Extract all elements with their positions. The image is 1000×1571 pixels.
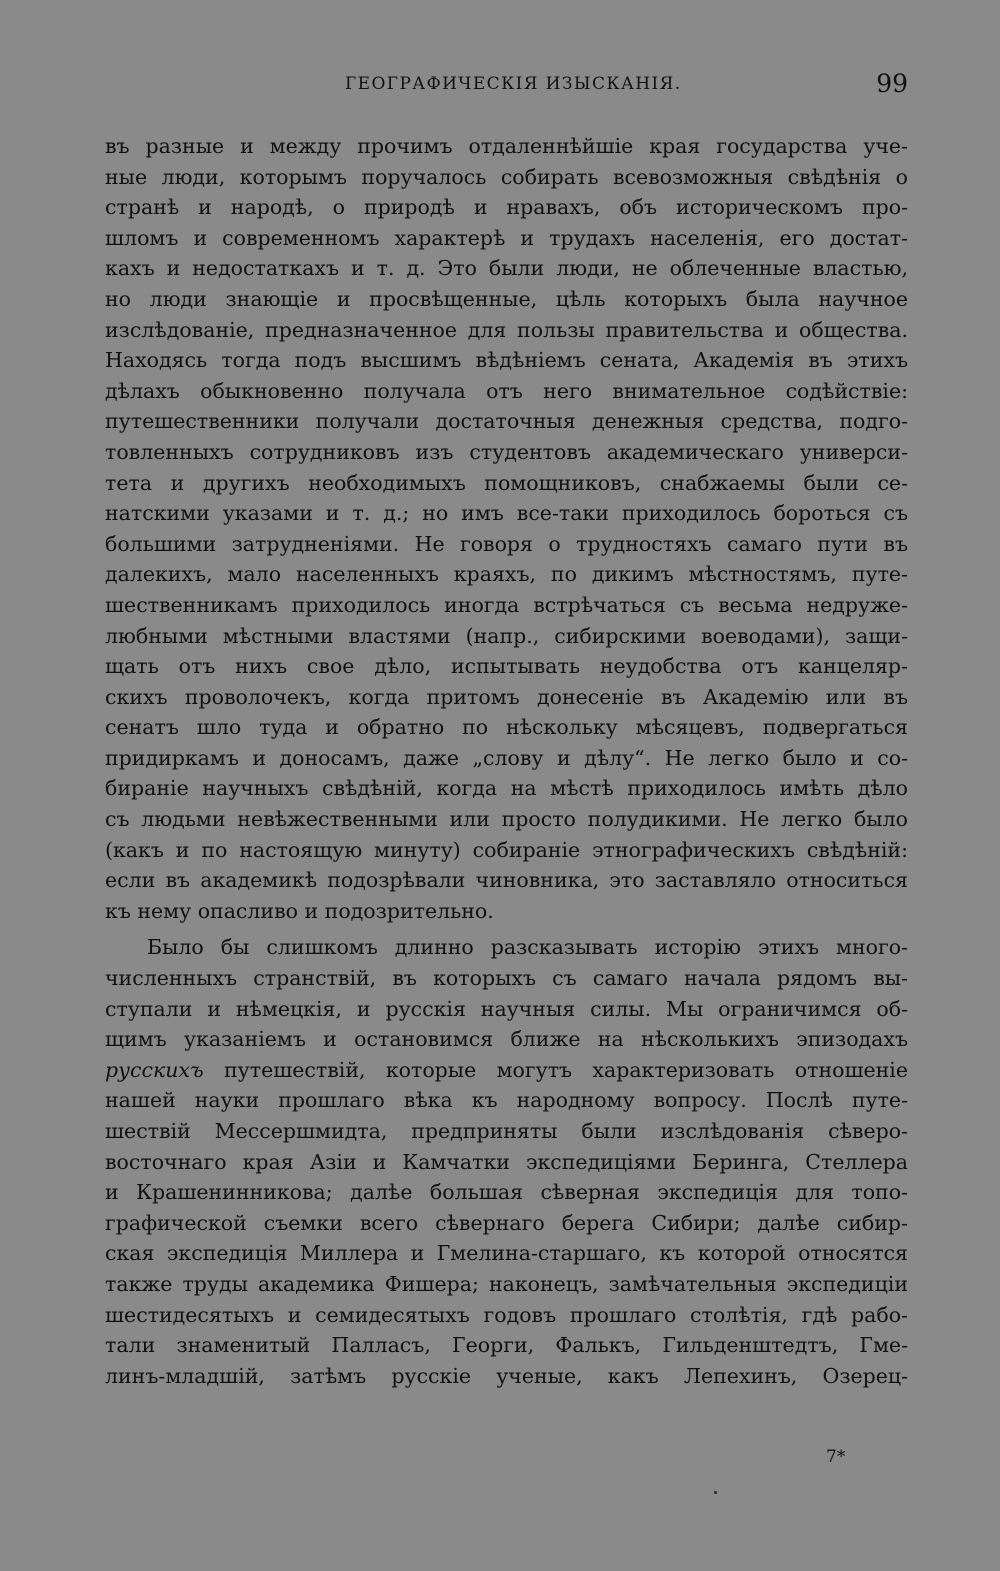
paragraph-2 [105, 932, 908, 1391]
text-line: нашей науки прошлаго вѣка къ народному вопросу. Послѣ путе- [105, 1088, 908, 1113]
text-line: (какъ и по настоящую минуту) собираніе этнографическихъ свѣдѣній: [105, 837, 908, 862]
text-line: восточнаго края Азіи и Камчатки экспедиціями Беринга, Стеллера [105, 1149, 908, 1174]
text-line: и Крашенинникова; далѣе большая сѣверная экспедиція для топо- [105, 1180, 908, 1205]
text-line: изслѣдованіе, предназначенное для пользы правительства и общества. [105, 317, 908, 342]
text-line: Было бы слишкомъ длинно разсказывать исторію этихъ много- [147, 935, 908, 960]
text-line: кахъ и недостаткахъ и т. д. Это были люди, не облеченные властью, [105, 256, 908, 281]
text-line: натскими указами и т. д.; но имъ все-таки приходилось бороться съ [105, 501, 908, 526]
text-line: придиркамъ и доносамъ, даже „слову и дѣлу“. Не легко было и со- [105, 745, 908, 770]
text-line: щимъ указаніемъ и остановимся ближе на нѣсколькихъ эпизодахъ [105, 1027, 908, 1052]
text-line: линъ-младшій, затѣмъ русскіе ученые, какъ Лепехинъ, Озерец- [105, 1363, 908, 1388]
text-line: ская экспедиція Миллера и Гмелина-старшаго, къ которой относятся [105, 1241, 908, 1266]
text-line: если въ академикѣ подозрѣвали чиновника, это заставляло относиться [105, 868, 908, 893]
signature-mark: 7* [826, 1447, 846, 1467]
text-line: тали знаменитый Палласъ, Георги, Фалькъ, Гильденштедтъ, Гме- [105, 1333, 908, 1358]
text-line: въ разные и между прочимъ отдаленнѣйшіе края государства уче- [105, 134, 908, 158]
text-line: численныхъ странствій, въ которыхъ съ самаго начала рядомъ вы- [105, 966, 908, 991]
text-line: любными мѣстными властями (напр., сибирскими воеводами), защи- [105, 623, 908, 648]
text-line: товленныхъ сотрудниковъ изъ студентовъ академическаго универси- [105, 439, 908, 464]
italic-word: русскихъ [105, 1057, 204, 1082]
paragraph-1 [105, 131, 908, 926]
text-line: тета и другихъ необходимыхъ помощниковъ, снабжаемы были се- [105, 470, 908, 495]
running-title: ГЕОГРАФИЧЕСКІЯ ИЗЫСКАНІЯ. [345, 74, 682, 94]
text-line: шестидесятыхъ и семидесятыхъ годовъ прошлаго столѣтія, гдѣ рабо- [105, 1302, 908, 1327]
print-speck [714, 1491, 717, 1494]
text-line: дѣлахъ обыкновенно получала отъ него внимательное содѣйствіе: [105, 378, 908, 403]
text-line-with-italic [105, 1055, 908, 1086]
text-line: къ нему опасливо и подозрительно. [105, 898, 494, 923]
text-line: странѣ и народѣ, о природѣ и нравахъ, объ историческомъ про- [105, 195, 908, 220]
text-line: но люди знающіе и просвѣщенные, цѣль которыхъ была научное [105, 286, 908, 311]
running-head [105, 70, 908, 102]
body-text [105, 131, 908, 1391]
text-line: ступали и нѣмецкія, и русскія научныя силы. Мы ограничимся об- [105, 996, 908, 1021]
text-line: шломъ и современномъ характерѣ и трудахъ населенія, его достат- [105, 225, 908, 250]
text-line: скихъ проволочекъ, когда притомъ донесеніе въ Академію или въ [105, 684, 908, 709]
text-line: ные люди, которымъ поручалось собирать всевозможныя свѣдѣнія о [105, 164, 908, 189]
text-line: шественникамъ приходилось иногда встрѣчаться съ весьма недруже- [105, 592, 908, 617]
text-line: также труды академика Фишера; наконецъ, замѣчательныя экспедиціи [105, 1271, 908, 1296]
text-line: бираніе научныхъ свѣдѣній, когда на мѣстѣ приходилось имѣть дѣло [105, 776, 908, 801]
text-line: сенатъ шло туда и обратно по нѣскольку мѣсяцевъ, подвергаться [105, 715, 908, 740]
text-line: путешественники получали достаточныя денежныя средства, подго- [105, 409, 908, 434]
text-line: щать отъ нихъ свое дѣло, испытывать неудобства отъ канцеляр- [105, 654, 908, 679]
page-number: 99 [876, 69, 908, 98]
text-line: большими затрудненіями. Не говоря о трудностяхъ самаго пути въ [105, 531, 908, 556]
line-rest: путешествій, которые могутъ характеризовать отношеніе [203, 1057, 908, 1082]
text-line: съ людьми невѣжественными или просто полудикими. Не легко было [105, 807, 908, 832]
text-line: Находясь тогда подъ высшимъ вѣдѣніемъ сената, Академія въ этихъ [105, 348, 908, 373]
text-line: далекихъ, мало населенныхъ краяхъ, по дикимъ мѣстностямъ, путе- [105, 562, 908, 587]
text-line: шествій Мессершмидта, предприняты были изслѣдованія сѣверо- [105, 1119, 908, 1143]
text-line: графической съемки всего сѣвернаго берега Сибири; далѣе сибир- [105, 1210, 908, 1235]
